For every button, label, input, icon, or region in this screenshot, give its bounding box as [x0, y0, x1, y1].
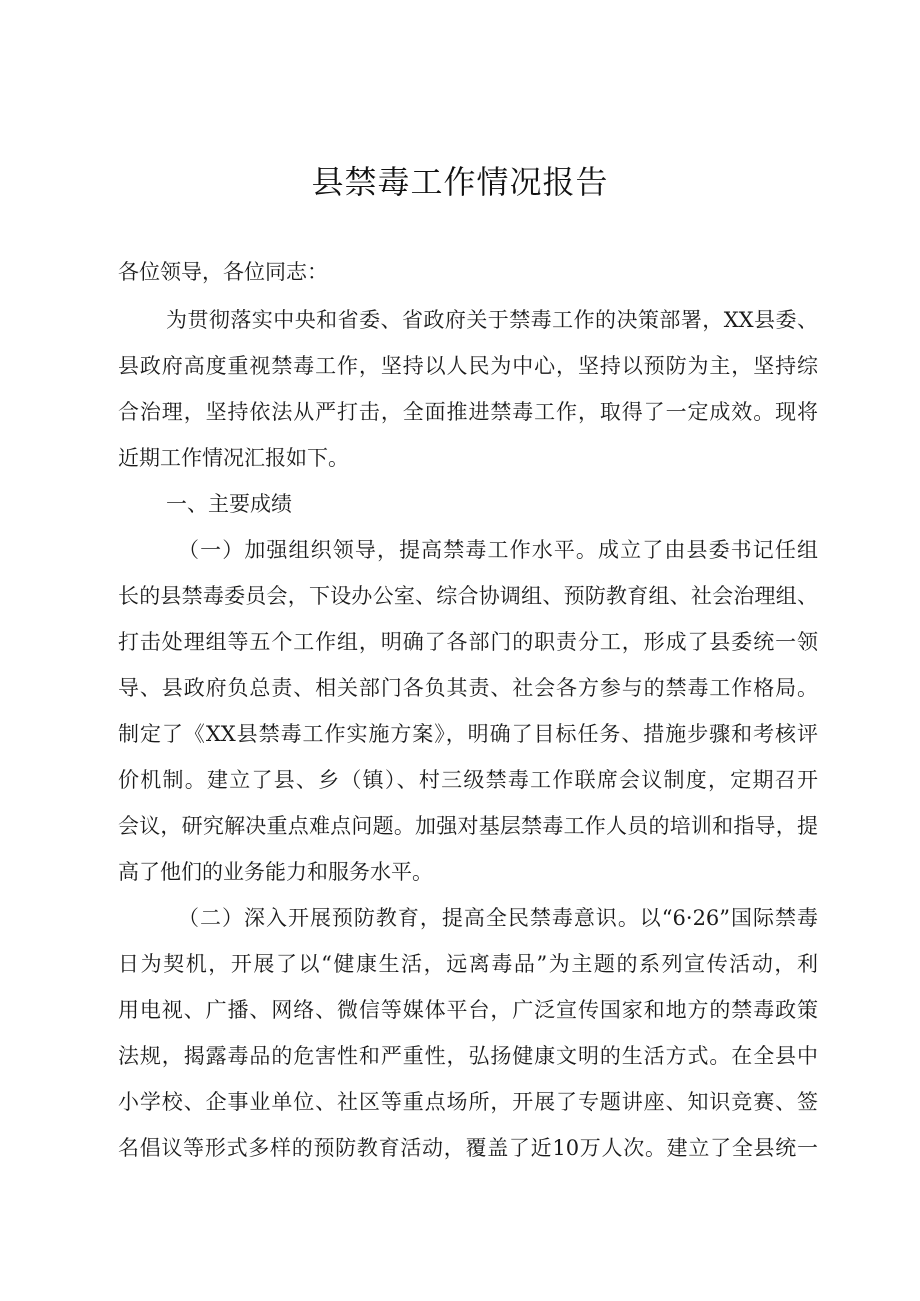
- paragraph-line: 日为契机，开展了以“健康生活，远离毒品”为主题的系列宣传活动，利: [118, 952, 818, 976]
- document-title: 县禁毒工作情况报告: [311, 163, 609, 201]
- paragraph-line: 用电视、广播、网络、微信等媒体平台，广泛宣传国家和地方的禁毒政策: [118, 998, 818, 1022]
- paragraph-line: 制定了《XX县禁毒工作实施方案》，明确了目标任务、措施步骤和考核评: [118, 722, 818, 746]
- intro-line: 为贯彻落实中央和省委、省政府关于禁毒工作的决策部署，XX县委、: [166, 308, 818, 332]
- paragraph-line: 导、县政府负总责、相关部门各负其责、社会各方参与的禁毒工作格局。: [118, 676, 818, 700]
- paragraph-line: 小学校、企事业单位、社区等重点场所，开展了专题讲座、知识竞赛、签: [118, 1090, 818, 1114]
- intro-line: 合治理，坚持依法从严打击，全面推进禁毒工作，取得了一定成效。现将: [118, 400, 818, 424]
- section-heading: 一、主要成绩: [166, 492, 292, 516]
- paragraph-line: 高了他们的业务能力和服务水平。: [118, 860, 433, 884]
- paragraph-line: 名倡议等形式多样的预防教育活动，覆盖了近10万人次。建立了全县统一: [118, 1136, 818, 1160]
- paragraph-line: 价机制。建立了县、乡（镇）、村三级禁毒工作联席会议制度，定期召开: [118, 768, 818, 792]
- paragraph-line: （一）加强组织领导，提高禁毒工作水平。成立了由县委书记任组: [178, 538, 818, 562]
- intro-line: 近期工作情况汇报如下。: [118, 446, 349, 470]
- paragraph-line: 打击处理组等五个工作组，明确了各部门的职责分工，形成了县委统一领: [118, 630, 818, 654]
- intro-line: 县政府高度重视禁毒工作，坚持以人民为中心，坚持以预防为主，坚持综: [118, 354, 818, 378]
- salutation: 各位领导，各位同志：: [118, 260, 328, 284]
- paragraph-line: 会议，研究解决重点难点问题。加强对基层禁毒工作人员的培训和指导，提: [118, 814, 818, 838]
- document-body: [118, 0, 818, 1301]
- paragraph-line: 长的县禁毒委员会，下设办公室、综合协调组、预防教育组、社会治理组、: [118, 584, 818, 608]
- paragraph-line: （二）深入开展预防教育，提高全民禁毒意识。以“6·26”国际禁毒: [178, 906, 818, 930]
- paragraph-line: 法规，揭露毒品的危害性和严重性，弘扬健康文明的生活方式。在全县中: [118, 1044, 818, 1068]
